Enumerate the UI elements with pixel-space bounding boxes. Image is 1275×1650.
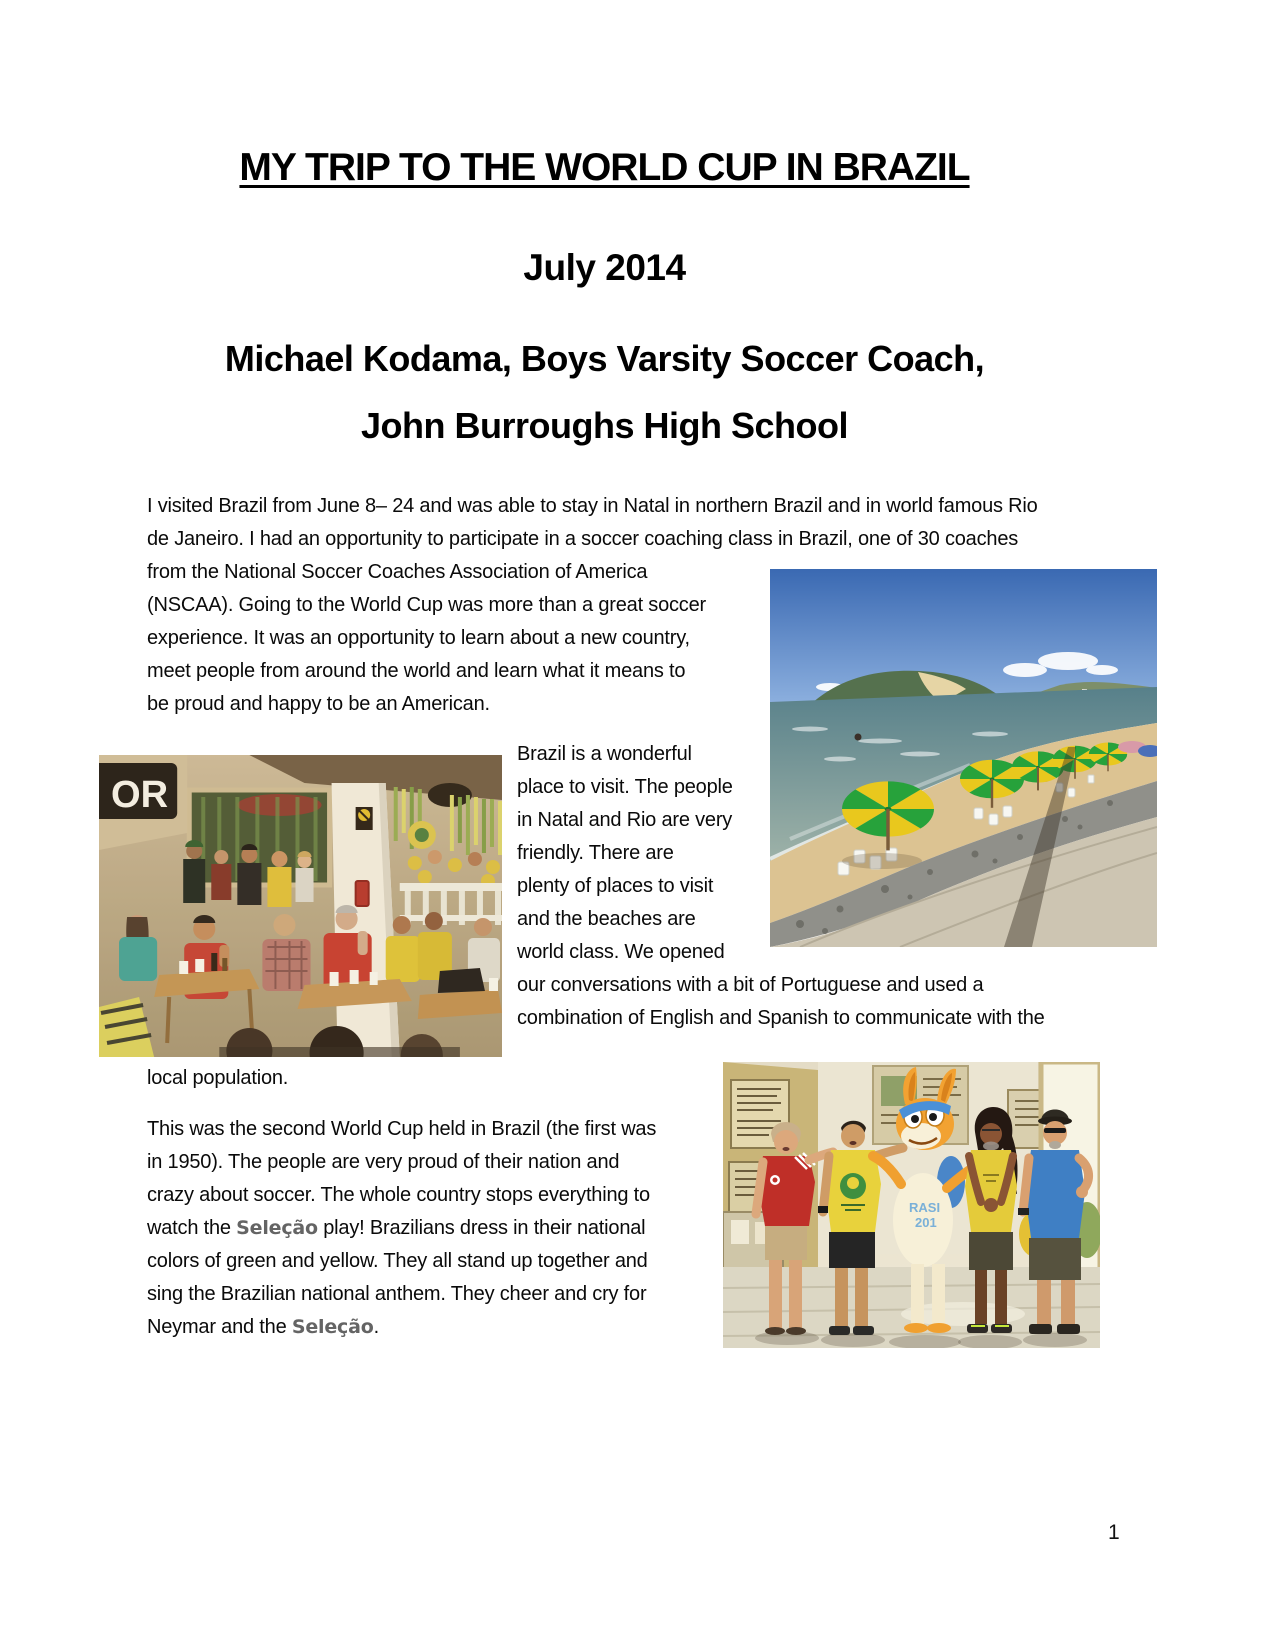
text-segment: Neymar and the [147, 1316, 292, 1338]
beach-photo-illustration [770, 569, 1157, 947]
text-line: experience. It was an opportunity to learn about a new country, [147, 627, 690, 649]
svg-text:201: 201 [915, 1215, 937, 1230]
date-heading: July 2014 [523, 247, 686, 288]
text-line: in Natal and Rio are very [517, 809, 733, 831]
svg-text:OR: OR [111, 774, 169, 816]
author-heading-line-2: John Burroughs High School [361, 405, 848, 446]
text-line: from the National Soccer Coaches Association of America [147, 561, 648, 583]
text-line: place to visit. The people [517, 776, 733, 798]
text-line: (NSCAA). Going to the World Cup was more than a great soccer [147, 594, 706, 616]
document-title: MY TRIP TO THE WORLD CUP IN BRAZIL [239, 146, 970, 189]
selecao-term: Seleção [291, 1316, 374, 1338]
text-line [147, 1212, 656, 1245]
world-cup-fans-food-court-photo [99, 755, 502, 1057]
crowd-photo-illustration [99, 755, 502, 1057]
svg-text:RASI: RASI [909, 1200, 941, 1215]
text-line: colors of green and yellow. They all stand up together and [147, 1250, 648, 1272]
text-line: This was the second World Cup held in Brazil (the first was [147, 1118, 657, 1140]
author-heading-line-1: Michael Kodama, Boys Varsity Soccer Coach, [224, 338, 985, 379]
text-line: friendly. There are [517, 842, 674, 864]
page-number: 1 [1108, 1521, 1120, 1544]
text-line: Brazil is a wonderful [517, 743, 692, 765]
text-line: be proud and happy to be an American. [147, 693, 490, 715]
text-segment: play! Brazilians dress in their national [317, 1217, 646, 1239]
text-line: sing the Brazilian national anthem. They cheer and cry for [147, 1283, 647, 1305]
text-segment: . [373, 1316, 379, 1338]
text-line: I visited Brazil from June 8– 24 and was able to stay in Natal in northern Brazil and in world famous Rio [147, 495, 1038, 517]
coaches-with-fuleco-mascot-photo [723, 1062, 1100, 1348]
text-line: and the beaches are [517, 908, 696, 930]
text-line: world class. We opened [517, 941, 725, 963]
text-line: crazy about soccer. The whole country stops everything to [147, 1184, 650, 1206]
text-line: our conversations with a bit of Portuguese and used a [517, 974, 984, 996]
text-line: local population. [147, 1067, 289, 1089]
text-segment: watch the [147, 1217, 237, 1239]
text-line: de Janeiro. I had an opportunity to participate in a soccer coaching class in Brazil, one of 30 coaches [147, 528, 1019, 550]
text-line: plenty of places to visit [517, 875, 714, 897]
text-line [147, 1311, 656, 1344]
selecao-term: Seleção [236, 1217, 318, 1239]
paragraph-world-cup [147, 1113, 656, 1344]
text-line: meet people from around the world and learn what it means to [147, 660, 686, 682]
mascot-photo-illustration [723, 1062, 1100, 1348]
text-line: in 1950). The people are very proud of their nation and [147, 1151, 620, 1173]
natal-beach-umbrellas-photo [770, 569, 1157, 947]
text-line: combination of English and Spanish to communicate with the [517, 1007, 1045, 1029]
